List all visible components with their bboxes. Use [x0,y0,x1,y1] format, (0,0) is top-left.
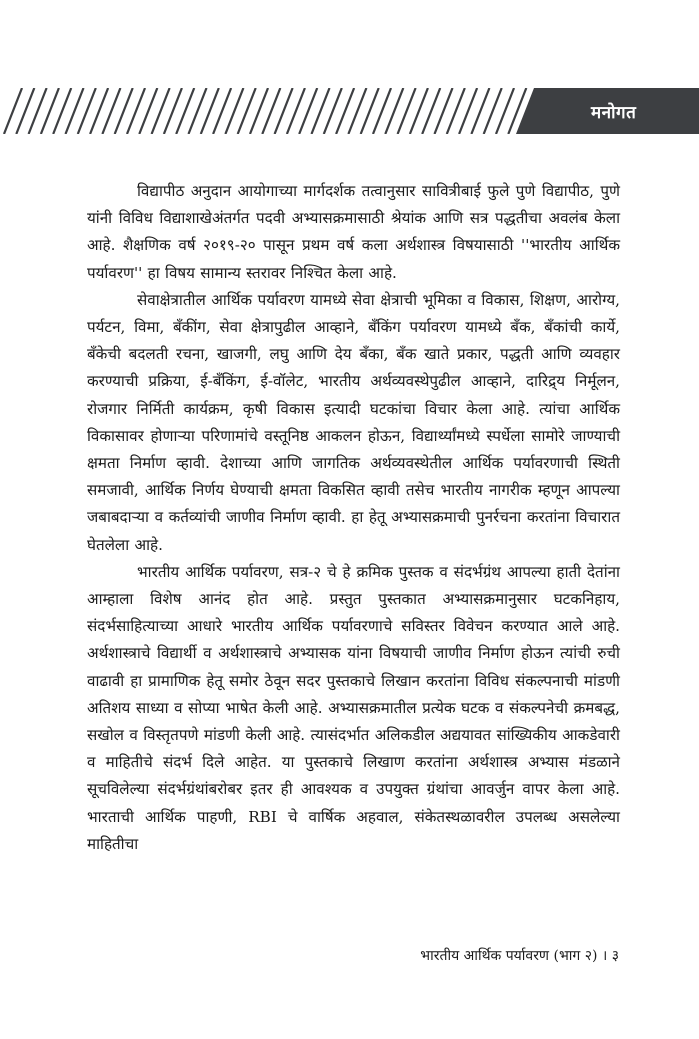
paragraph-2: सेवाक्षेत्रातील आर्थिक पर्यावरण यामध्ये सेवा क्षेत्राची भूमिका व विकास, शिक्षण, आरोग्य, पर्यटन, विमा, बँकींग, सेवा क्षेत्रापुढील आव्हाने, बँकिंग पर्यावरण यामध्ये बँक, बँकांची कार्ये, बँकेची बदलती रचना, खाजगी, लघु आणि देय बँका, बँक खाते प्रकार, पद्धती आणि व्यवहार करण्याची प्रक्रिया, ई-बँकिंग, ई-वॉलेट, भारतीय अर्थव्यवस्थेपुढील आव्हाने, दारिद्र्य निर्मूलन, रोजगार निर्मिती कार्यक्रम, कृषी विकास इत्यादी घटकांचा विचार केला आहे. त्यांचा आर्थिक विकासावर होणाऱ्या परिणामांचे वस्तूनिष्ठ आकलन होऊन, विद्यार्थ्यांमध्ये स्पर्धेला सामोरे जाण्याची क्षमता निर्माण व्हावी. देशाच्या आणि जागतिक अर्थव्यवस्थेतील आर्थिक पर्यावरणाची स्थिती समजावी, आर्थिक निर्णय घेण्याची क्षमता विकसित व्हावी तसेच भारतीय नागरीक म्हणून आपल्या जबाबदाऱ्या व कर्तव्यांची जाणीव निर्माण व्हावी. हा हेतू अभ्यासक्रमाची पुनर्रचना करतांना विचारात घेतलेला आहे. [87,290,620,554]
page-footer: भारतीय आर्थिक पर्यावरण (भाग २) । ३ [420,948,619,964]
section-title: मनोगत [591,103,637,123]
paragraph-1: विद्यापीठ अनुदान आयोगाच्या मार्गदर्शक तत्वानुसार सावित्रीबाई फुले पुणे विद्यापीठ, पुणे यांनी विविध विद्याशाखेअंतर्गत पदवी अभ्यासक्रमासाठी श्रेयांक आणि सत्र पद्धतीचा अवलंब केला आहे. शैक्षणिक वर्ष २०१९-२० पासून प्रथम वर्ष कला अर्थशास्त्र विषयासाठी ''भारतीय आर्थिक पर्यावरण'' हा विषय सामान्य स्तरावर निश्चित केला आहे. [87,182,620,282]
paragraph-3: भारतीय आर्थिक पर्यावरण, सत्र-२ चे हे क्रमिक पुस्तक व संदर्भग्रंथ आपल्या हाती देतांना आम्हाला विशेष आनंद होत आहे. प्रस्तुत पुस्तकात अभ्यासक्रमानुसार घटकनिहाय, संदर्भसाहित्याच्या आधारे भारतीय आर्थिक पर्यावरणाचे सविस्तर विवेचन करण्यात आले आहे. अर्थशास्त्राचे विद्यार्थी व अर्थशास्त्राचे अभ्यासक यांना विषयाची जाणीव निर्माण होऊन त्यांची रुची वाढावी हा प्रामाणिक हेतू समोर ठेवून सदर पुस्तकाचे लिखान करतांना विविध संकल्पनाची मांडणी अतिशय साध्या व सोप्या भाषेत केली आहे. अभ्यासक्रमातील प्रत्येक घटक व संकल्पनेची क्रमबद्ध, सखोल व विस्तृतपणे मांडणी केली आहे. त्यासंदर्भात अलिकडील अद्ययावत सांख्यिकीय आकडेवारी व माहितीचे संदर्भ दिले आहेत. या पुस्तकाचे लिखाण करतांना अर्थशास्त्र अभ्यास मंडळाने सूचविलेल्या संदर्भग्रंथांबरोबर इतर ही आवश्यक व उपयुक्त ग्रंथांचा आवर्जुन वापर केला आहे. भारताची आर्थिक पाहणी, RBI चे वार्षिक अहवाल, संकेतस्थळावरील उपलब्ध असलेल्या माहितीचा [87,562,620,853]
body-text [87,178,620,858]
